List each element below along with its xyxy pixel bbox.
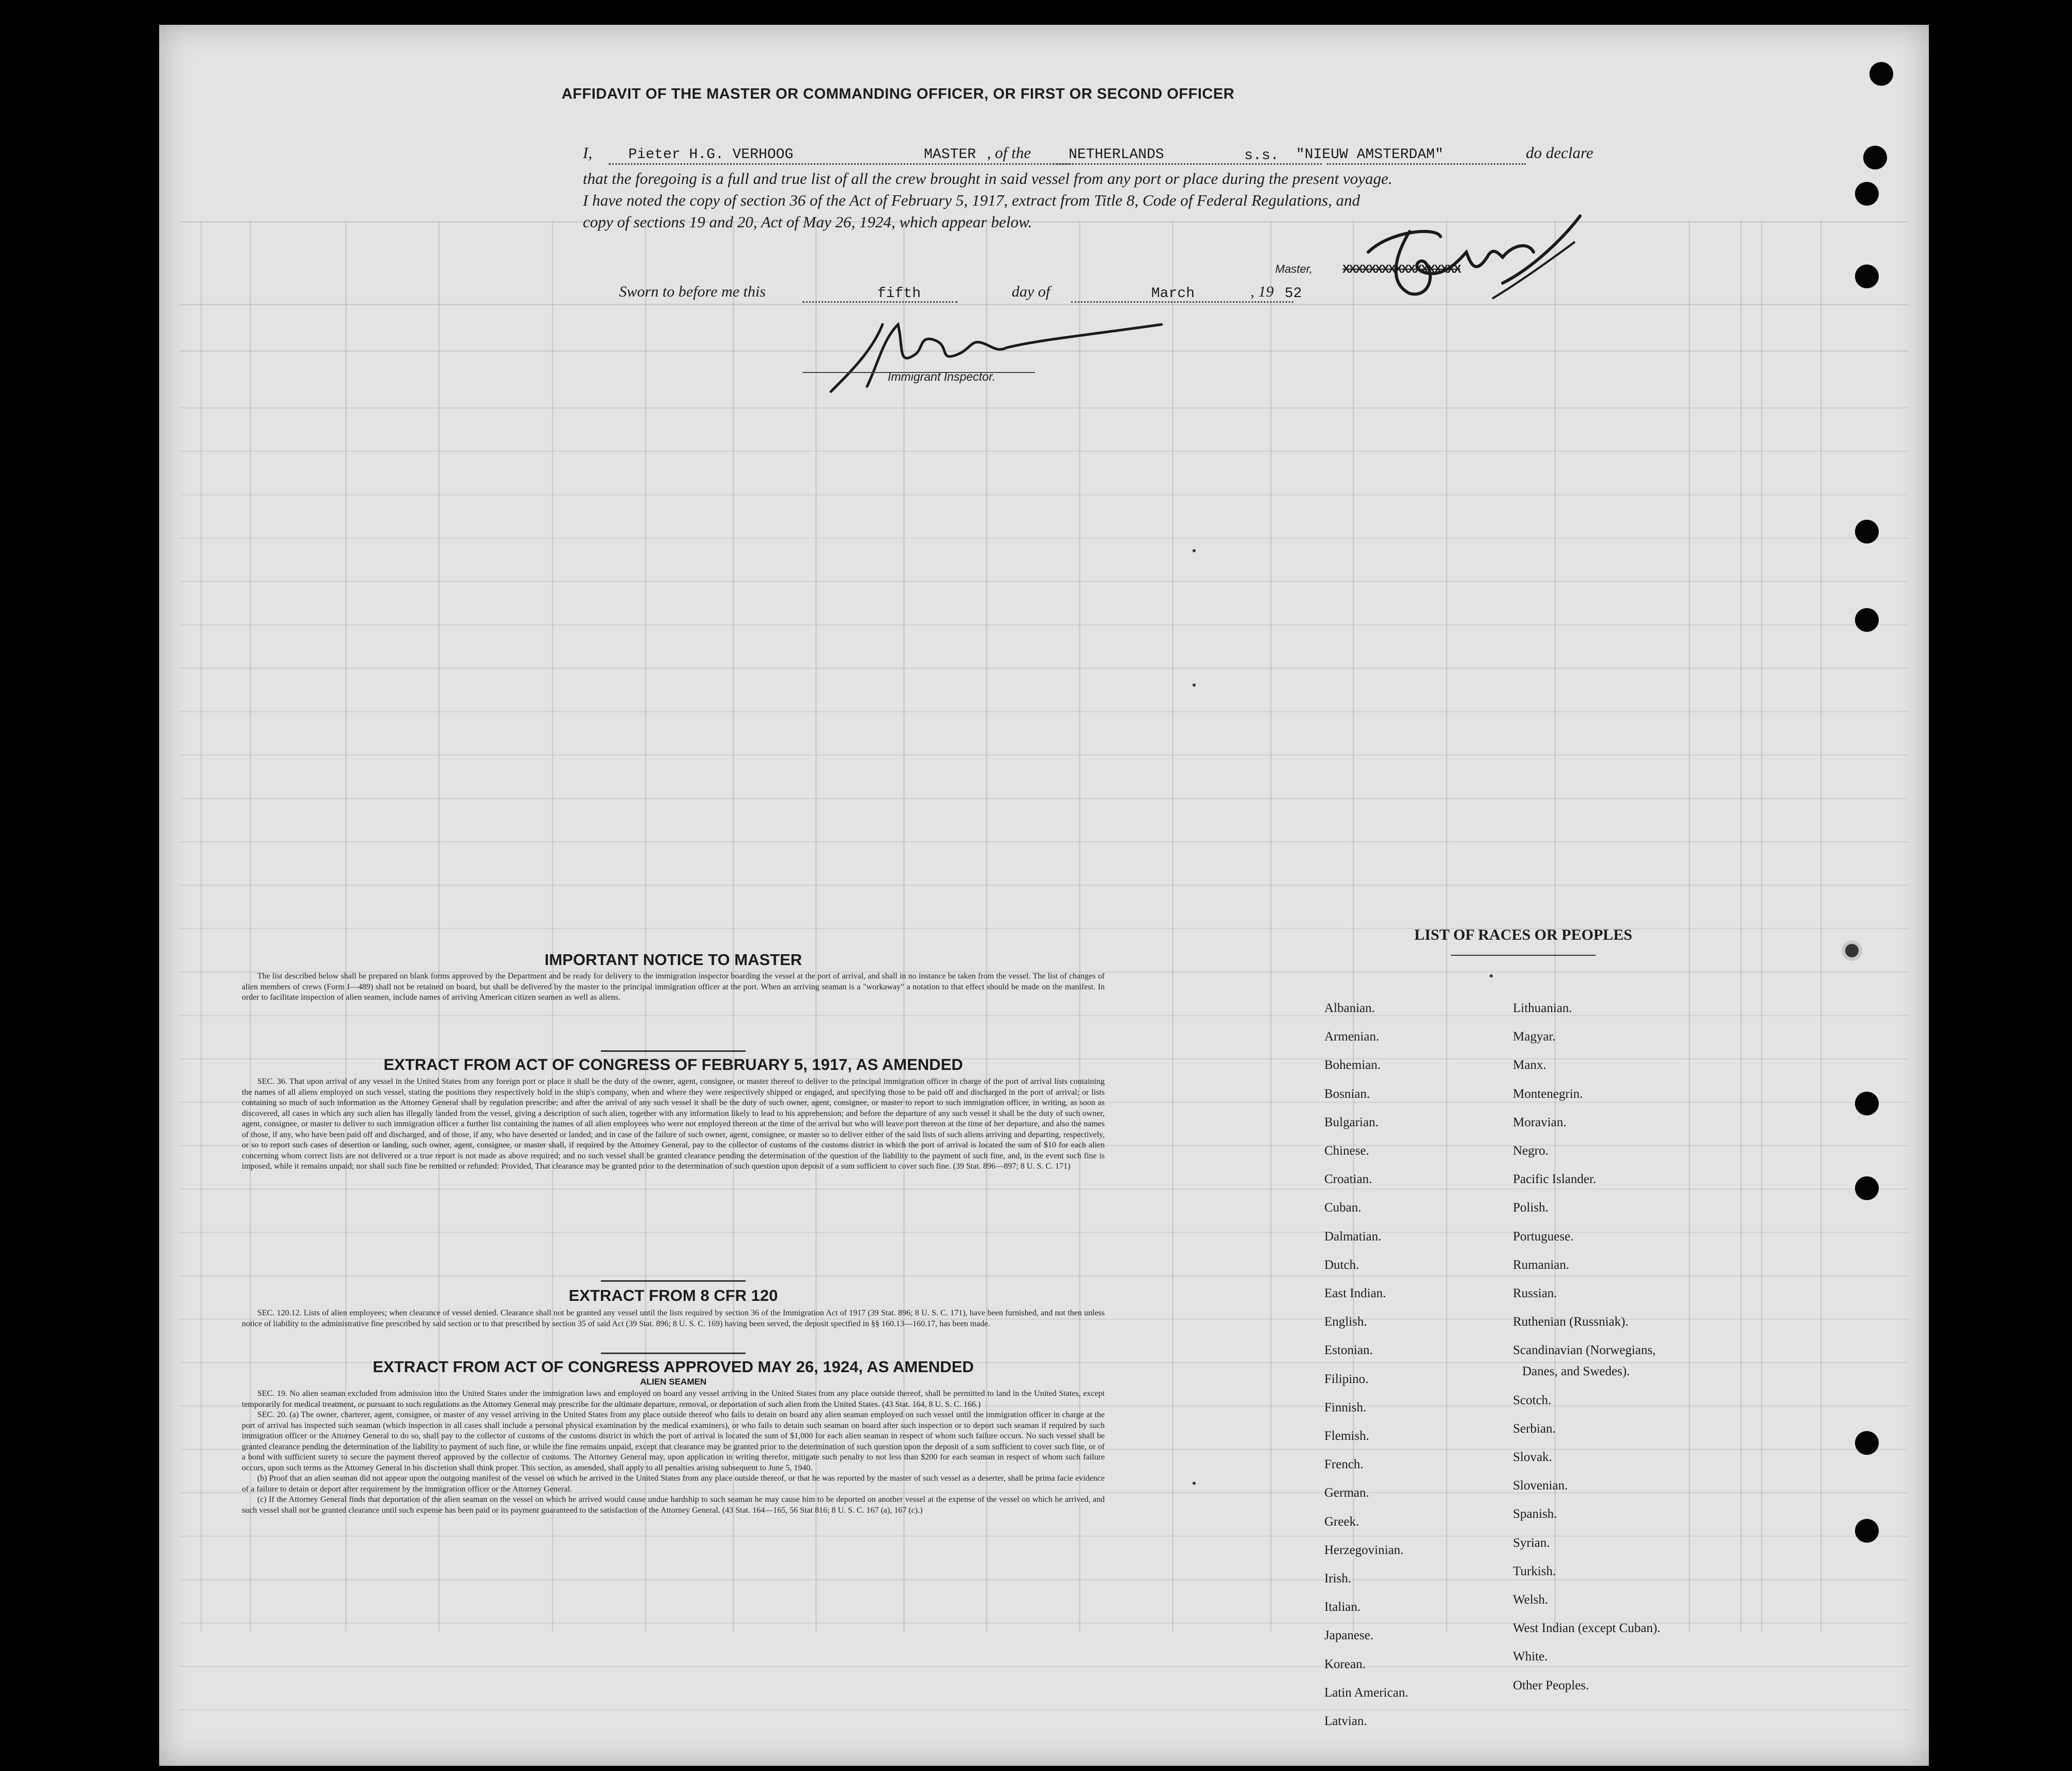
day-of-label: day of xyxy=(1012,283,1050,300)
race-item: Scotch. xyxy=(1513,1393,1552,1407)
notice-text: The list described below shall be prepared on blank forms approved by the Department and be ready for delivery to the immigration inspector boarding the vessel at the port of arrival, and shall in no instance be taken from the vessel. The list of changes of alien members of crews (Form I—489) shall not be retained on board, but shall be delivered by the master to the principal immigration officer at the port. When an arriving seaman is a "workaway" a notation to that effect should be made on the manifest. In order to facilitate inspection of alien seamen, include names of arriving American citizen seamen as well as aliens. xyxy=(242,972,1105,1002)
declare-label: do declare xyxy=(1526,144,1594,162)
manifest-sheet xyxy=(159,25,1929,1766)
race-item: Cuban. xyxy=(1324,1201,1362,1215)
affidavit-line2: that the foregoing is a full and true list of all the crew brought in said vessel from any port or place during the present voyage. xyxy=(583,169,1393,188)
race-item: German. xyxy=(1324,1486,1369,1500)
master-rank: MASTER xyxy=(924,147,976,163)
struck-office: XXXXXXXXXXXXXXXXXX xyxy=(1342,262,1461,275)
extract-1924-text: SEC. 19. No alien seaman excluded from admission into the United States under the immigration laws and employed on board any vessel arriving in the United States from any place outside thereof, shall be permitted to land in the United States, except temporarily for medical treatment, or pursuant to such regulations as the Attorney General may prescribe for the ultimate departure, removal, or deportation of such alien from the United States. (43 Stat. 164, 8 U. S. C. 166.) SEC. 20. (a) The owner, charterer, agent, consignee, or master of any vessel arriving in the United States from any place outside thereof who fails to detain on board any alien seaman employed on such vessel until the immigration officer in charge at the port of arrival has inspected such seaman (which inspection in all cases shall include a personal physical examination by the medical examiners), or who fails to detain such seaman on board after such inspection or to deport such seaman if required by such immigration officer or the Attorney General to do so, shall pay to the collector of customs of the customs district in which the port of arrival is located the sum of $1,000 for each alien seaman in respect of whom such failure occurs. No such vessel shall be granted clearance pending the determination of the liability to payment of such fine, or while the fine remains unpaid, except that clearance may be granted prior to the determination of such question upon the deposit of a sum sufficient to cover such fine, or of a bond with sufficient surety to secure the payment thereof approved by the collector of customs. The Attorney General may, upon application in writing therefor, mitigate such penalty to not less than $200 for each seaman in respect of whom such failure occurs, upon such terms as the Attorney General in his discretion shall think proper. This section, as amended, shall apply to all penalties arising subsequent to June 5, 1940. (b) Proof that an alien seaman did not appear upon the outgoing manifest of the vessel on which he arrived in the United States from any place outside thereof, or that he was reported by the master of such vessel as a deserter, shall be prima facie evidence of a failure to detain or deport after requirement by the immigration officer or the Attorney General. (c) If the Attorney General finds that deportation of the alien seaman on the vessel on which he arrived would cause undue hardship to such seaman he may cause him to be deported on another vessel at the expense of the vessel on which he arrived, and such vessel shall not be granted clearance until such expense has been paid or its payment guaranteed to the satisfaction of the Attorney General. (43 Stat. 164—165, 56 Stat 816; 8 U. S. C. 167 (a), 167 (c).) xyxy=(242,1389,1105,1515)
extract-cfr-text: SEC. 120.12. Lists of alien employees; when clearance of vessel denied. Clearance shall not be granted any vessel until the lists required by section 36 of the Immigration Act of 1917 (39 Stat. 896; 8 U. S. C. 171), have been furnished, and not then unless notice of liability to the administrative fine prescribed by said section or to that prescribed by section 35 of said Act (39 Stat. 896; 8 U. S. C. 169) having been served, the deposit specified in §§ 160.13—160.17, has been made. xyxy=(242,1309,1105,1328)
binder-hole xyxy=(1855,608,1879,632)
race-item: Greek. xyxy=(1324,1514,1359,1529)
binder-hole xyxy=(1863,146,1887,169)
race-item: Latin American. xyxy=(1324,1685,1409,1700)
race-item: East Indian. xyxy=(1324,1286,1386,1300)
race-item: Moravian. xyxy=(1513,1115,1567,1129)
extract-cfr-title: EXTRACT FROM 8 CFR 120 xyxy=(568,1286,778,1304)
extract-1924-subtitle: ALIEN SEAMEN xyxy=(640,1377,707,1387)
affidavit-prefix: I, xyxy=(583,144,593,162)
binder-hole xyxy=(1855,1519,1879,1543)
of-the-label: , of the xyxy=(987,144,1031,162)
year-prefix: , 19 xyxy=(1250,283,1274,300)
races-title: LIST OF RACES OR PEOPLES xyxy=(1414,926,1632,943)
race-item: Russian. xyxy=(1513,1286,1557,1300)
race-item: Portuguese. xyxy=(1513,1229,1574,1244)
binder-hole xyxy=(1855,182,1879,206)
extract-1917-text: SEC. 36. That upon arrival of any vessel in the United States from any foreign port or place it shall be the duty of the owner, agent, consignee, or master thereof to deliver to the principal immigration officer in charge of the port of arrival lists containing the names of all aliens employed on such vessel, stating the positions they respectively hold in the ship's company, when and where they were respectively shipped or engaged, and specifying those to be paid off and discharged in the port of arrival; or lists containing so much of such information as the Attorney General shall by regulation prescribe; and after the arrival of any such vessel it shall be the duty of such owner, agent, consignee, or master to report to such immigration officer, in writing, as soon as discovered, all cases in which any such alien has illegally landed from the vessel, giving a description of such alien, together with any information likely to lead to his apprehension; and before the departure of any such vessel it shall be the duty of such owner, agent, consignee, or master to deliver to such immigration officer a further list containing the names of all alien employees who were not employed thereon at the time of the arrival but who will leave port thereon at the time of her departure, and also the names of those, if any, who have been paid off and discharged, and of those, if any, who have deserted or landed; and in case of the failure of such owner, agent, consignee, or master so to deliver either of the said lists of such aliens arriving and departing, respectively, or so to report such cases of desertion or landing, such owner, agent, consignee, or master shall, if required by the Attorney General, pay to the collector of customs of the customs district in which the port of arrival is located the sum of $10 for each alien concerning whom correct lists are not delivered or a true report is not made as above required; and no such vessel shall be granted clearance pending the determination of the question of the liability to the payment of such fine, and, in the event such fine is imposed, while it remains unpaid; nor shall such fine be remitted or refunded: Provided, That clearance may be granted prior to the determination of such question upon deposit of a sum sufficient to cover such fine. (39 Stat. 896—897; 8 U. S. C. 171) xyxy=(242,1077,1105,1171)
binder-ring xyxy=(1842,940,1862,961)
sworn-year: 52 xyxy=(1285,286,1302,302)
master-name: Pieter H.G. VERHOOG xyxy=(628,147,794,163)
race-item: Croatian. xyxy=(1324,1172,1372,1187)
race-item: Pacific Islander. xyxy=(1513,1172,1597,1187)
race-item: Bohemian. xyxy=(1324,1058,1381,1073)
sworn-day: fifth xyxy=(877,286,921,302)
binder-hole xyxy=(1855,265,1879,288)
race-item: Slovak. xyxy=(1513,1450,1552,1464)
race-item: Bosnian. xyxy=(1324,1086,1370,1101)
sworn-month: March xyxy=(1151,286,1195,302)
race-item: Polish. xyxy=(1513,1201,1549,1215)
race-item: Bulgarian. xyxy=(1324,1115,1379,1129)
race-item: Scandinavian (Norwegians, xyxy=(1513,1343,1656,1358)
affidavit-line3: I have noted the copy of section 36 of the Act of February 5, 1917, extract from Title 8, Code of Federal Regulations, and xyxy=(583,191,1360,209)
master-label: Master, xyxy=(1275,262,1313,275)
race-item: Spanish. xyxy=(1513,1507,1557,1521)
binder-hole xyxy=(1855,1092,1879,1115)
race-item: Magyar. xyxy=(1513,1030,1556,1044)
race-item: Italian. xyxy=(1324,1600,1361,1614)
race-item: Rumanian. xyxy=(1513,1257,1570,1272)
race-item: Ruthenian (Russniak). xyxy=(1513,1315,1629,1329)
race-item: Armenian. xyxy=(1324,1030,1380,1044)
binder-hole xyxy=(1855,1176,1879,1200)
race-item: Latvian. xyxy=(1324,1714,1367,1728)
race-item: Syrian. xyxy=(1513,1535,1550,1550)
race-item: English. xyxy=(1324,1315,1367,1329)
inspector-label: Immigrant Inspector. xyxy=(888,370,996,383)
race-item: Filipino. xyxy=(1324,1372,1369,1386)
race-item: Lithuanian. xyxy=(1513,1001,1572,1015)
country: NETHERLANDS xyxy=(1069,147,1164,163)
race-item: Negro. xyxy=(1513,1144,1549,1158)
race-item: Manx. xyxy=(1513,1058,1547,1073)
race-item: Dutch. xyxy=(1324,1257,1359,1272)
race-item: Turkish. xyxy=(1513,1564,1556,1578)
race-item: Albanian. xyxy=(1324,1001,1375,1015)
binder-hole xyxy=(1869,62,1893,86)
affidavit-title: AFFIDAVIT OF THE MASTER OR COMMANDING OFFICER, OR FIRST OR SECOND OFFICER xyxy=(561,86,1235,102)
vessel-name: "NIEUW AMSTERDAM" xyxy=(1296,147,1444,163)
race-item: Korean. xyxy=(1324,1657,1366,1671)
race-item: Finnish. xyxy=(1324,1400,1367,1415)
race-item: Other Peoples. xyxy=(1513,1678,1589,1692)
race-item: Welsh. xyxy=(1513,1593,1549,1607)
race-item: Slovenian. xyxy=(1513,1479,1568,1493)
race-item: West Indian (except Cuban). xyxy=(1513,1621,1661,1636)
race-item: Chinese. xyxy=(1324,1144,1369,1158)
sworn-label: Sworn to before me this xyxy=(619,283,766,300)
extract-1924-title: EXTRACT FROM ACT OF CONGRESS APPROVED MAY 26, 1924, AS AMENDED xyxy=(373,1358,974,1376)
race-item: Estonian. xyxy=(1324,1343,1373,1358)
race-item: French. xyxy=(1324,1457,1364,1472)
inspector-signature xyxy=(821,293,1182,397)
extract-1917-title: EXTRACT FROM ACT OF CONGRESS OF FEBRUARY 5, 1917, AS AMENDED xyxy=(383,1055,963,1074)
race-item: Danes, and Swedes). xyxy=(1522,1364,1630,1379)
race-item: White. xyxy=(1513,1650,1548,1664)
notice-title: IMPORTANT NOTICE TO MASTER xyxy=(544,951,802,969)
master-signature xyxy=(1348,195,1585,319)
race-item: Japanese. xyxy=(1324,1628,1374,1643)
race-item: Serbian. xyxy=(1513,1421,1556,1436)
binder-hole xyxy=(1855,1431,1879,1455)
race-item: Flemish. xyxy=(1324,1429,1369,1443)
ss-label: s.s. xyxy=(1244,148,1279,164)
race-item: Herzegovinian. xyxy=(1324,1543,1404,1557)
race-item: Irish. xyxy=(1324,1572,1352,1586)
race-item: Montenegrin. xyxy=(1513,1086,1583,1101)
affidavit-line4: copy of sections 19 and 20, Act of May 26, 1924, which appear below. xyxy=(583,213,1032,231)
binder-hole xyxy=(1855,520,1879,543)
race-item: Dalmatian. xyxy=(1324,1229,1382,1244)
